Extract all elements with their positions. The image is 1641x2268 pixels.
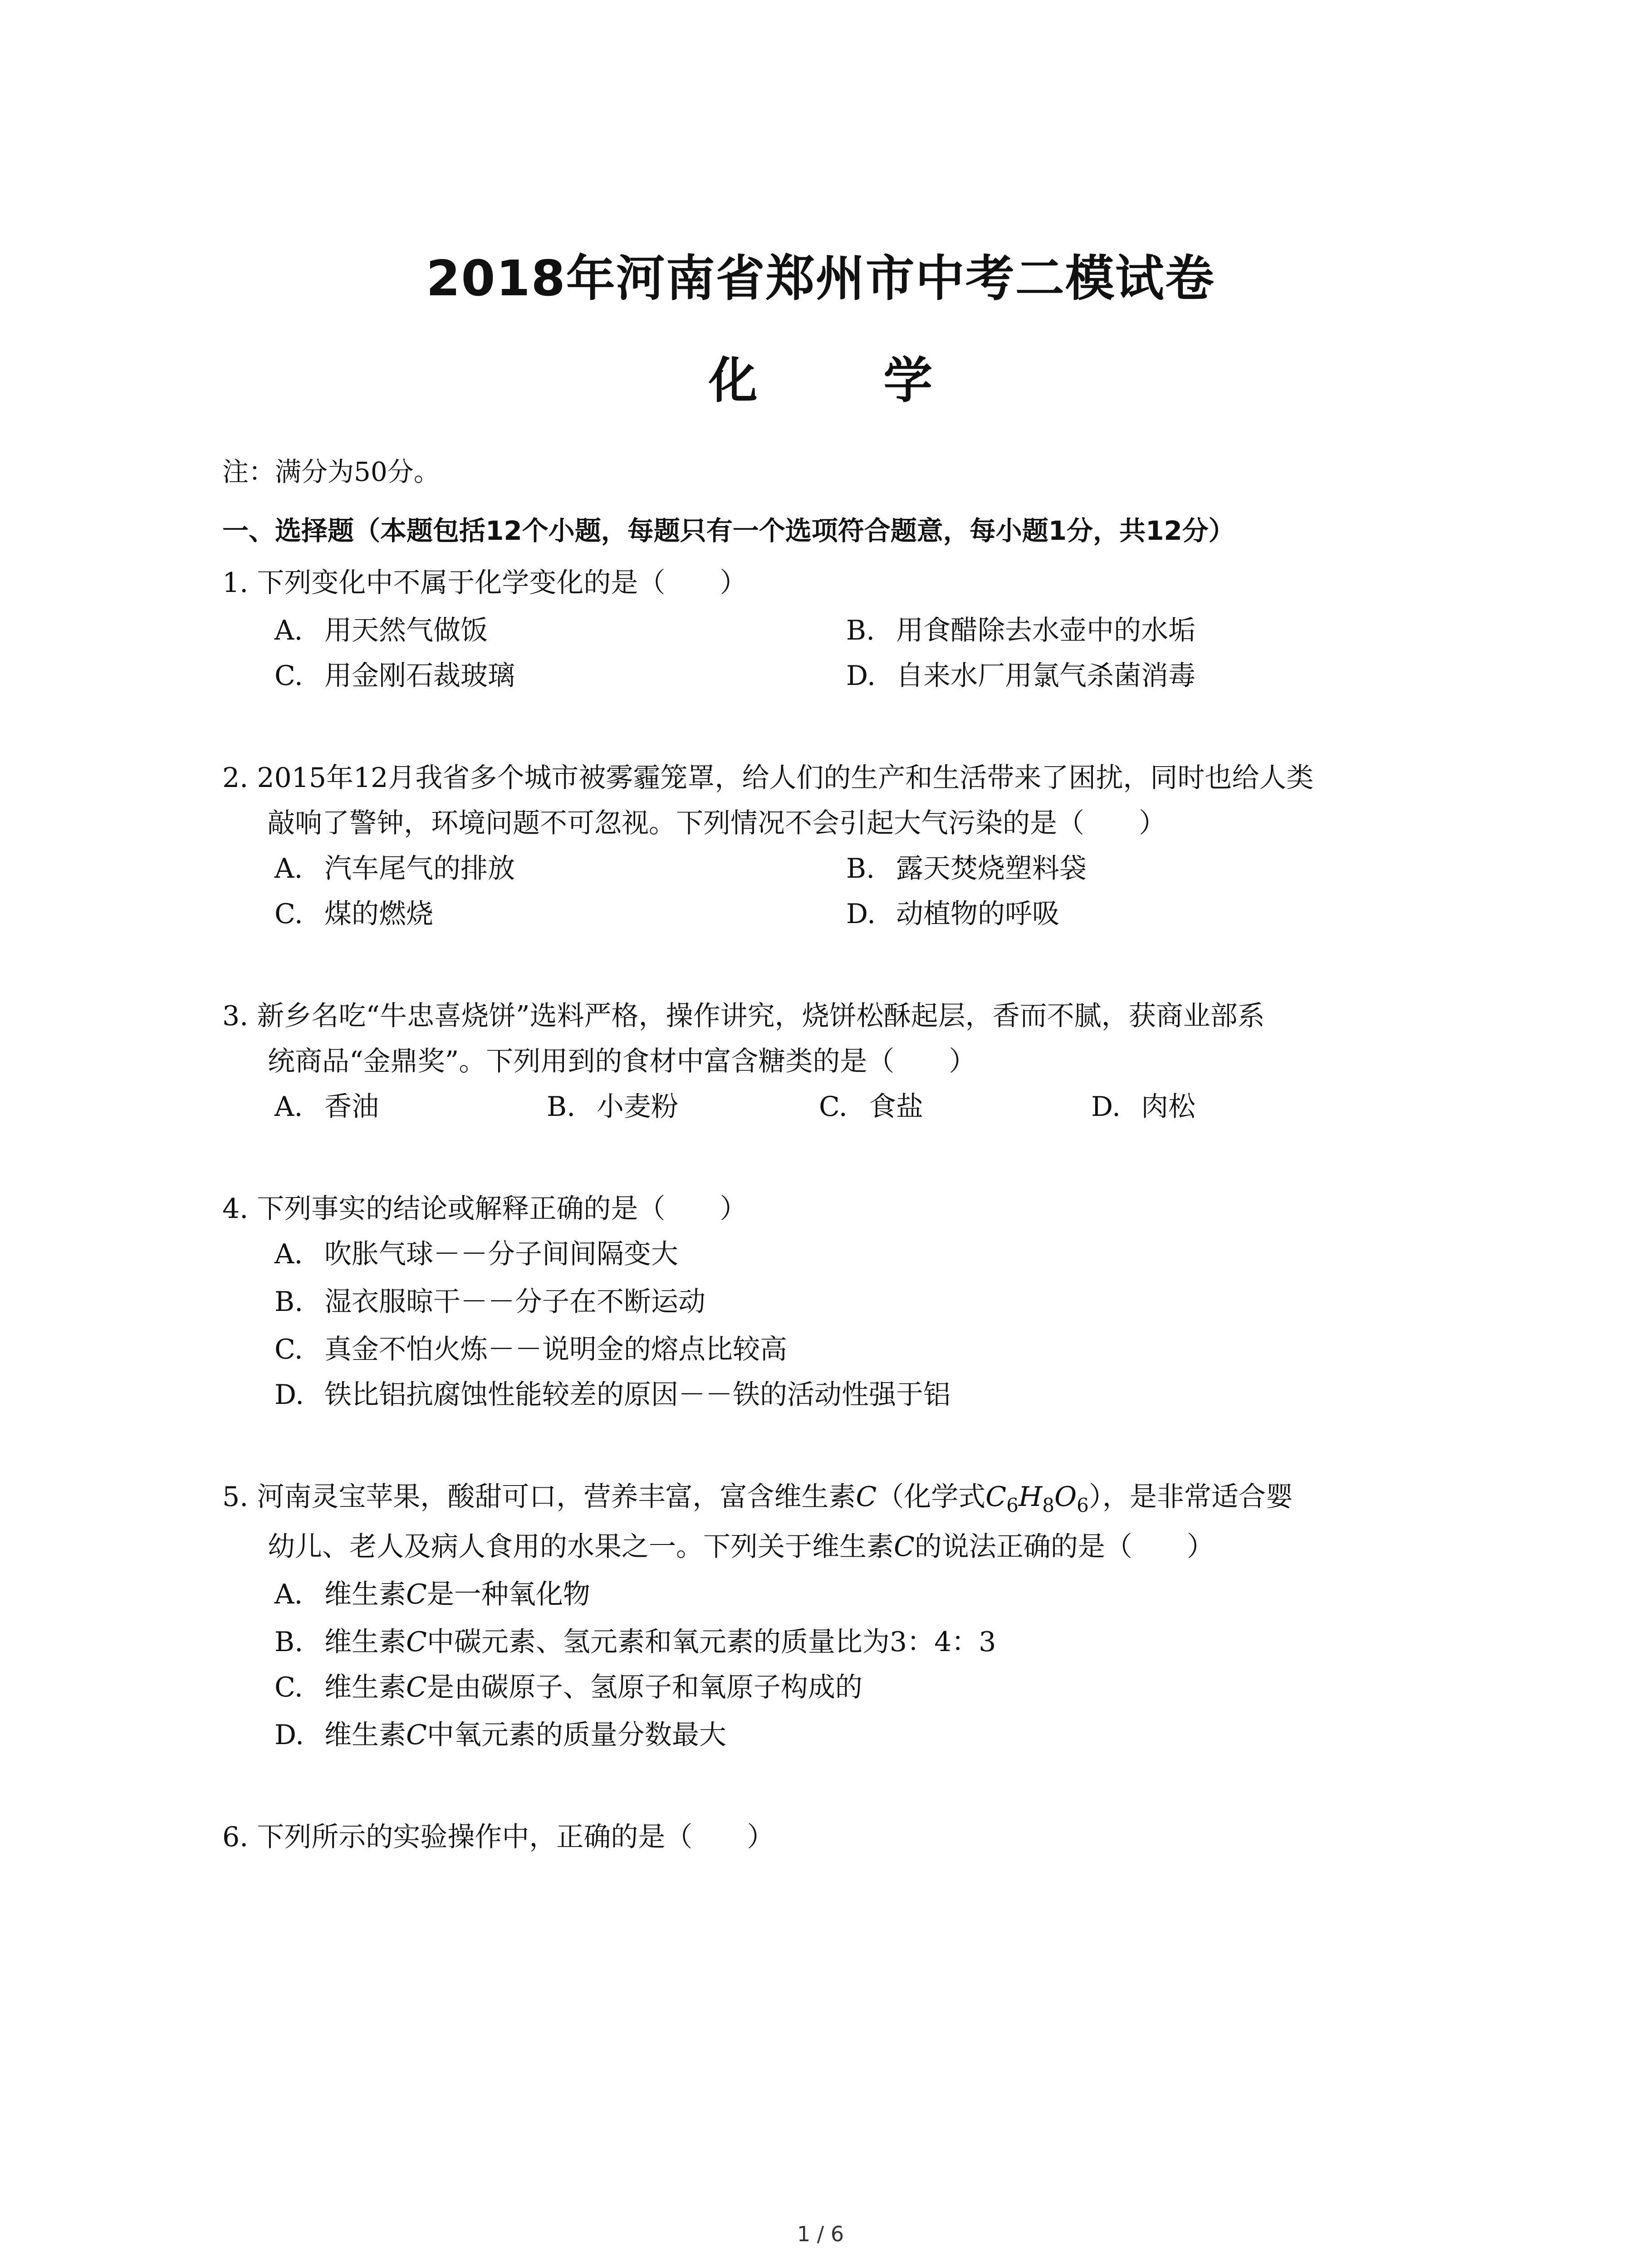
option-text: 湿衣服晾干－－分子在不断运动 — [324, 1286, 705, 1318]
option-text: 香油 — [324, 1091, 379, 1123]
question-2-option-d[interactable] — [846, 896, 1059, 932]
question-2-option-b[interactable] — [846, 850, 1087, 887]
formula-subscript: 6 — [1006, 1494, 1019, 1516]
question-1-option-d[interactable] — [846, 658, 1195, 694]
option-letter: A. — [274, 1579, 303, 1610]
question-5-option-c[interactable] — [274, 1669, 862, 1706]
option-text: 露天焚烧塑料袋 — [896, 853, 1087, 885]
vitamin-c-symbol: C — [406, 1672, 427, 1703]
option-text: 铁比铝抗腐蚀性能较差的原因－－铁的活动性强于铝 — [324, 1379, 950, 1411]
question-4-option-b[interactable] — [274, 1284, 705, 1320]
option-text-post: 中碳元素、氢元素和氧元素的质量比为3：4：3 — [426, 1626, 996, 1658]
option-text: 用天然气做饭 — [324, 615, 488, 646]
question-3-stem-line-2: 统商品“金鼎奖”。下列用到的食材中富含糖类的是（ ） — [268, 1046, 976, 1077]
question-2-option-c[interactable] — [274, 896, 433, 932]
question-2-stem-line-2: 敲响了警钟，环境问题不可忽视。下列情况不会引起大气污染的是（ ） — [268, 807, 1166, 839]
question-3-option-a[interactable] — [274, 1089, 379, 1125]
question-4-option-c[interactable] — [274, 1331, 787, 1368]
question-5-stem-line-1 — [222, 1479, 1293, 1524]
option-text: 汽车尾气的排放 — [324, 853, 515, 885]
option-text: 真金不怕火炼－－说明金的熔点比较高 — [324, 1334, 787, 1365]
option-letter: C. — [274, 1672, 303, 1703]
stem-text: 的说法正确的是（ ） — [914, 1531, 1214, 1563]
question-3-stem-line-1: 3. 新乡名吃“牛忠喜烧饼”选料严格，操作讲究，烧饼松酥起层，香而不腻，获商业部系 — [222, 1000, 1265, 1032]
option-letter: D. — [846, 898, 876, 930]
formula-element-h: H — [1018, 1481, 1043, 1513]
option-text: 小麦粉 — [597, 1091, 678, 1123]
option-text: 食盐 — [869, 1091, 923, 1123]
option-letter: B. — [274, 1286, 304, 1318]
option-text: 自来水厂用氯气杀菌消毒 — [896, 660, 1195, 692]
vitamin-c-symbol: C — [406, 1626, 427, 1658]
question-3-option-c[interactable] — [819, 1089, 923, 1125]
question-2-stem-line-1: 2. 2015年12月我省多个城市被雾霾笼罩，给人们的生产和生活带来了困扰，同时也给人类 — [222, 762, 1314, 794]
option-text-post: 是由碳原子、氢原子和氧原子构成的 — [426, 1672, 862, 1703]
option-text-pre: 维生素 — [324, 1672, 406, 1703]
option-letter: C. — [274, 660, 303, 692]
option-letter: A. — [274, 1238, 303, 1270]
option-letter: B. — [846, 615, 875, 646]
formula-subscript: 8 — [1042, 1494, 1054, 1516]
question-5-stem-line-2 — [268, 1529, 1214, 1565]
formula-subscript: 6 — [1077, 1494, 1089, 1516]
question-5-option-a[interactable] — [274, 1576, 590, 1613]
option-text: 用食醋除去水壶中的水垢 — [896, 615, 1195, 646]
chemical-formula — [985, 1481, 1089, 1516]
vitamin-c-symbol: C — [406, 1719, 427, 1751]
option-letter: A. — [274, 853, 303, 885]
option-text-pre: 维生素 — [324, 1719, 406, 1751]
option-text-post: 是一种氧化物 — [426, 1579, 590, 1610]
question-1-option-b[interactable] — [846, 612, 1195, 649]
question-2-option-a[interactable] — [274, 850, 515, 887]
question-4-stem: 4. 下列事实的结论或解释正确的是（ ） — [222, 1193, 747, 1225]
option-letter: C. — [819, 1091, 847, 1123]
option-text: 肉松 — [1141, 1091, 1195, 1123]
option-letter: C. — [274, 898, 303, 930]
option-text: 用金刚石裁玻璃 — [324, 660, 515, 692]
option-text: 煤的燃烧 — [324, 898, 433, 930]
option-letter: B. — [547, 1091, 576, 1123]
question-4-option-d[interactable] — [274, 1377, 950, 1413]
option-letter: D. — [1091, 1091, 1121, 1123]
option-text: 吹胀气球－－分子间间隔变大 — [324, 1238, 678, 1270]
option-letter: D. — [274, 1379, 304, 1411]
score-note: 注：满分为50分。 — [222, 456, 440, 487]
option-text-pre: 维生素 — [324, 1626, 406, 1658]
page-subject: 化 学 — [708, 352, 987, 409]
vitamin-c-symbol: C — [894, 1531, 915, 1563]
option-text-pre: 维生素 — [324, 1579, 406, 1610]
formula-element-c: C — [985, 1481, 1007, 1513]
question-5-option-b[interactable] — [274, 1624, 996, 1660]
question-1-stem: 1. 下列变化中不属于化学变化的是（ ） — [222, 567, 747, 599]
question-1-option-a[interactable] — [274, 612, 488, 649]
formula-element-o: O — [1054, 1481, 1077, 1513]
question-1-option-c[interactable] — [274, 658, 515, 694]
page-title: 2018年河南省郑州市中考二模试卷 — [426, 250, 1215, 307]
option-letter: D. — [274, 1719, 304, 1751]
stem-text: ），是非常适合婴 — [1088, 1481, 1293, 1513]
section-heading: 一、选择题（本题包括12个小题，每题只有一个选项符合题意，每小题1分，共12分） — [222, 515, 1235, 546]
vitamin-c-symbol: C — [856, 1481, 877, 1513]
question-6-stem: 6. 下列所示的实验操作中，正确的是（ ） — [222, 1821, 774, 1853]
vitamin-c-symbol: C — [406, 1579, 427, 1610]
question-5-option-d[interactable] — [274, 1717, 726, 1753]
option-text: 动植物的呼吸 — [896, 898, 1059, 930]
option-letter: A. — [274, 1091, 303, 1123]
question-4-option-a[interactable] — [274, 1236, 678, 1272]
option-letter: B. — [274, 1626, 304, 1658]
option-letter: C. — [274, 1334, 303, 1365]
option-text-post: 中氧元素的质量分数最大 — [426, 1719, 726, 1751]
option-letter: B. — [846, 853, 875, 885]
question-3-option-b[interactable] — [547, 1089, 678, 1125]
stem-text: （化学式 — [877, 1481, 986, 1513]
option-letter: D. — [846, 660, 876, 692]
stem-text: 5. 河南灵宝苹果，酸甜可口，营养丰富，富含维生素 — [222, 1481, 856, 1513]
option-letter: A. — [274, 615, 303, 646]
question-3-option-d[interactable] — [1091, 1089, 1195, 1125]
stem-text: 幼儿、老人及病人食用的水果之一。下列关于维生素 — [268, 1531, 894, 1563]
page-number: 1 / 6 — [797, 2222, 844, 2246]
